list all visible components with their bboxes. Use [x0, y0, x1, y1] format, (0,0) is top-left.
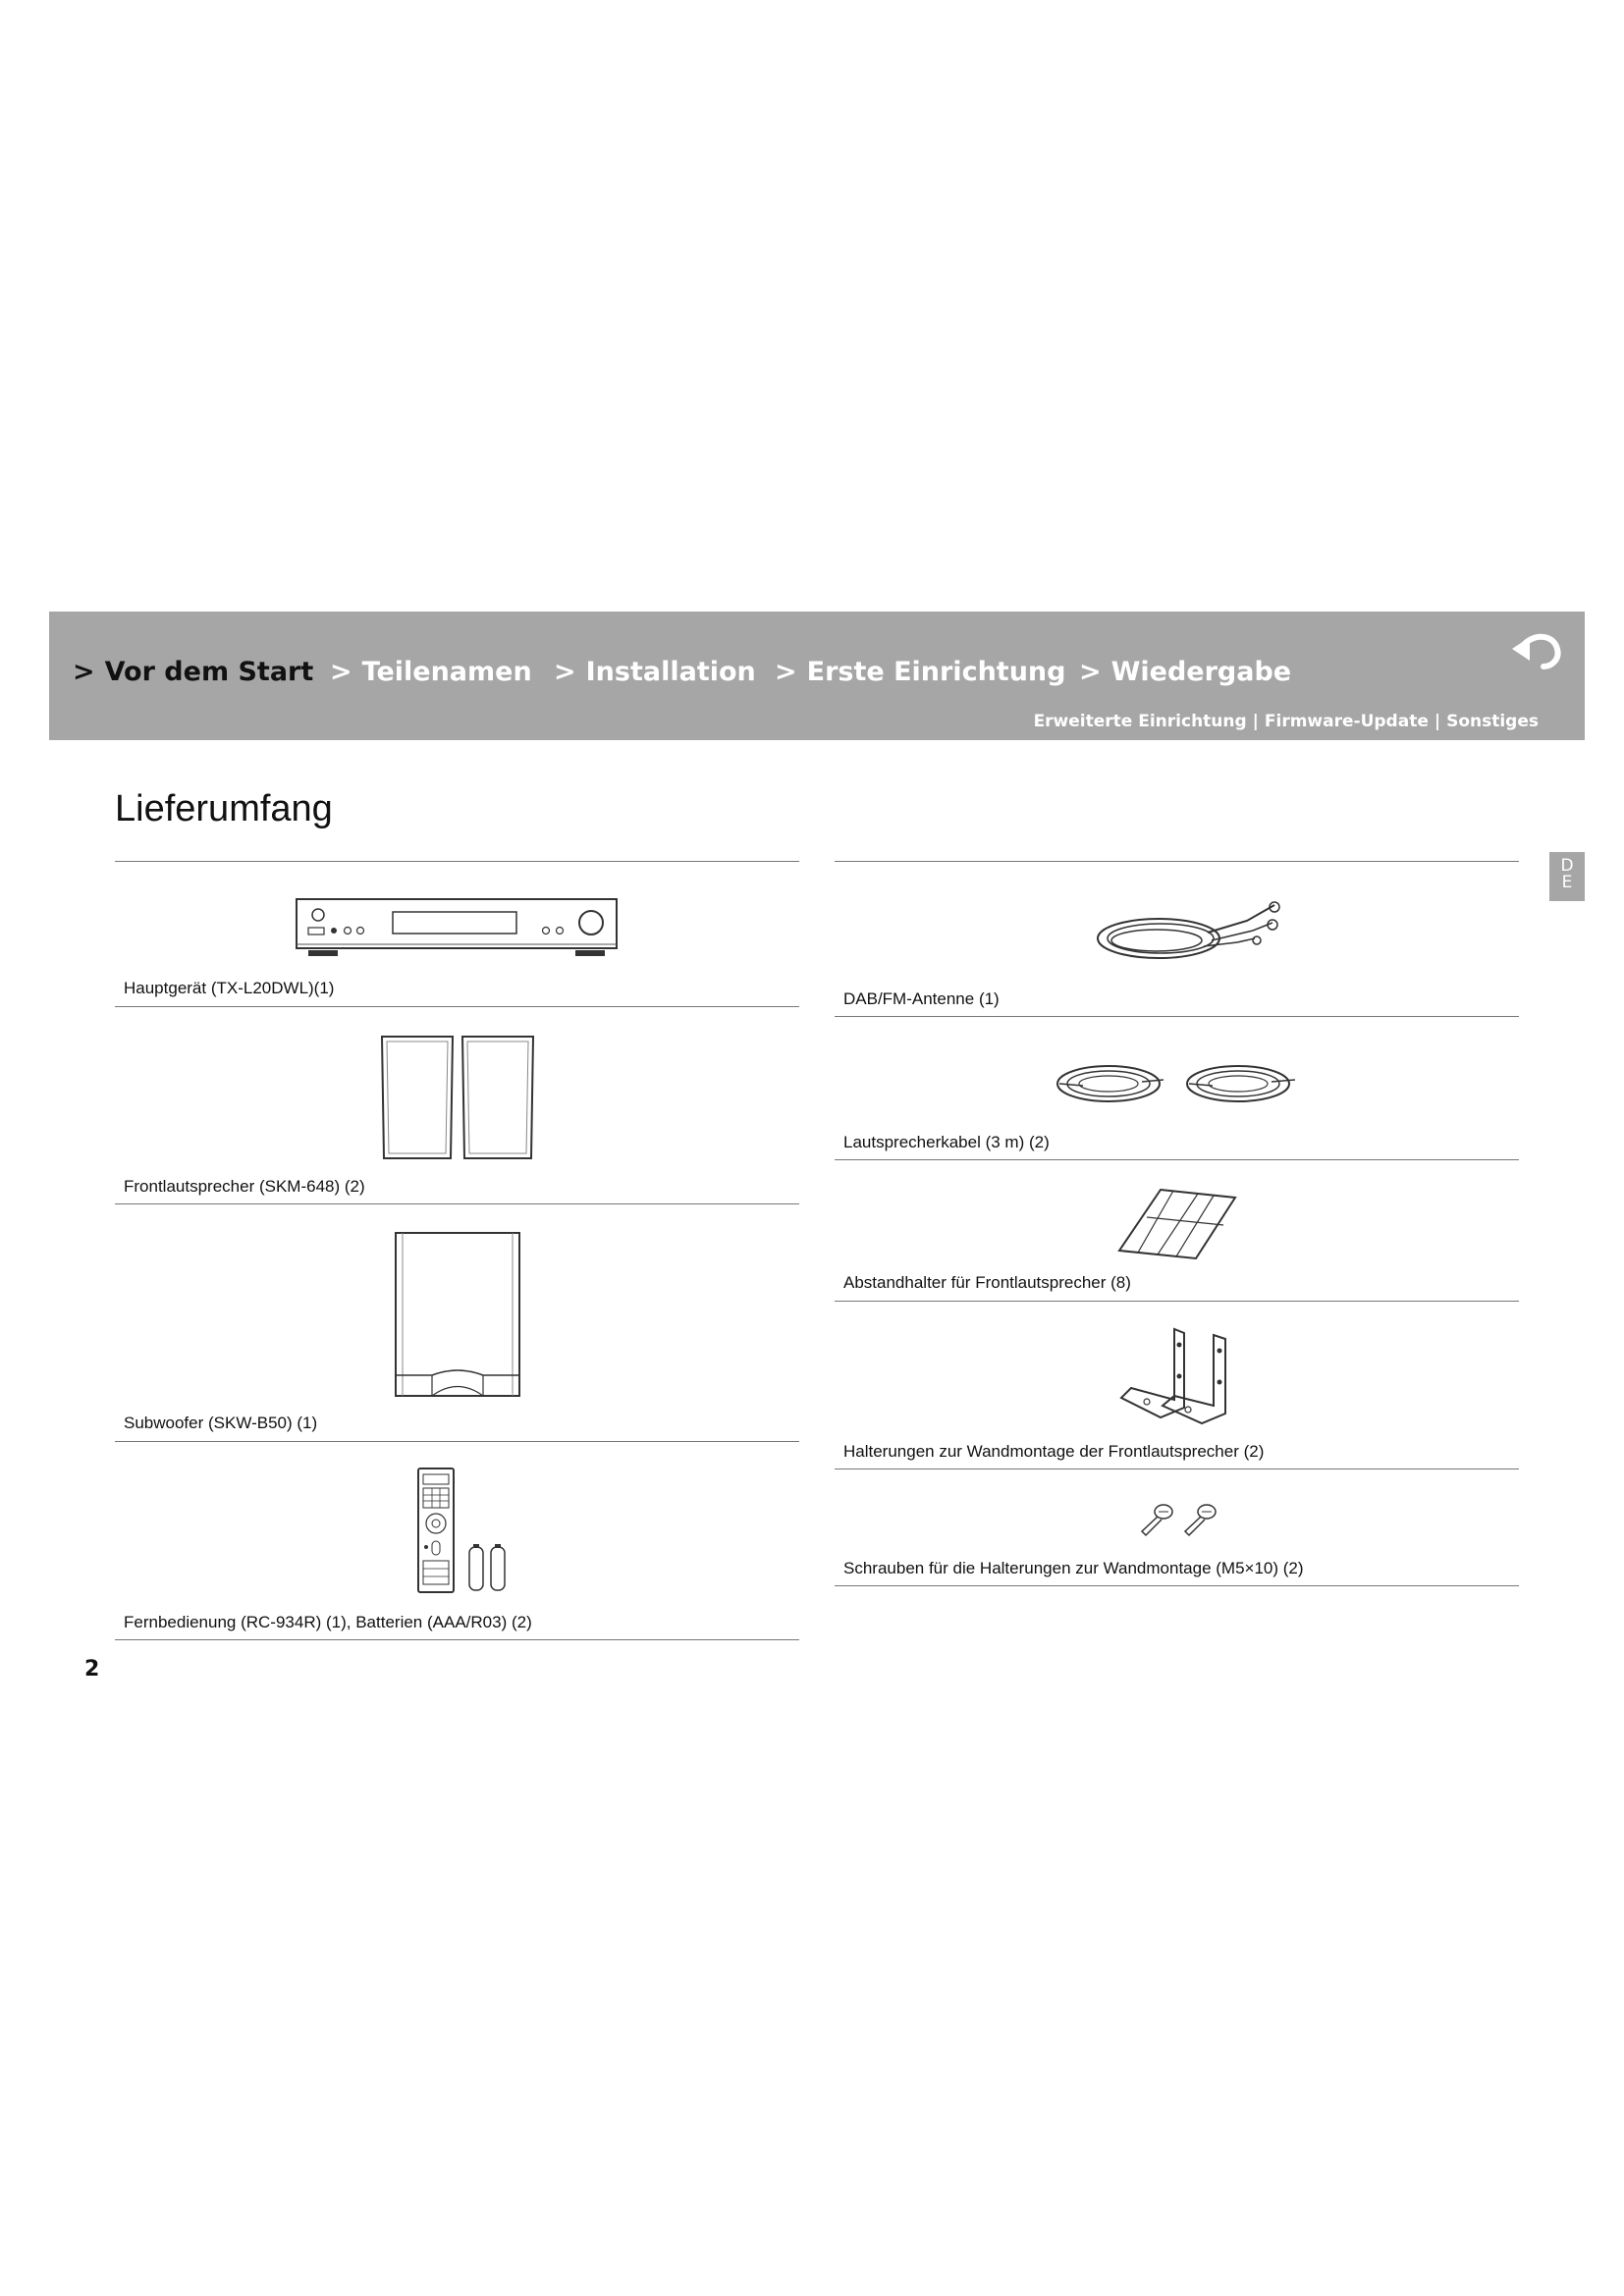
- nav-label: Vor dem Start: [104, 657, 314, 687]
- nav-installation[interactable]: [554, 657, 756, 687]
- item-label-front-speakers: Frontlautsprecher (SKM-648) (2): [124, 1177, 365, 1196]
- divider: [115, 1006, 799, 1007]
- item-label-remote: Fernbedienung (RC-934R) (1), Batterien (AAA/R03) (2): [124, 1613, 532, 1631]
- nav-erste-einrichtung[interactable]: [775, 657, 1065, 687]
- spacers-illustration: [1117, 1188, 1237, 1262]
- item-label-antenna: DAB/FM-Antenne (1): [843, 989, 1000, 1008]
- lang-letter: D: [1560, 856, 1574, 876]
- nav-arrow: >: [554, 657, 576, 687]
- subwoofer-illustration: [393, 1230, 522, 1399]
- divider: [835, 1301, 1519, 1302]
- item-label-subwoofer: Subwoofer (SKW-B50) (1): [124, 1414, 318, 1432]
- divider: [835, 1016, 1519, 1017]
- nav-arrow: >: [73, 657, 95, 687]
- divider: [835, 1159, 1519, 1160]
- divider: [835, 861, 1519, 862]
- divider: [115, 1639, 799, 1640]
- language-tab[interactable]: [1549, 852, 1585, 901]
- screws-illustration: [1136, 1502, 1220, 1537]
- subnav-firmware-update[interactable]: Firmware-Update: [1264, 712, 1429, 731]
- lang-letter: E: [1561, 873, 1573, 892]
- wall-brackets-illustration: [1117, 1327, 1235, 1425]
- main-unit-illustration: [295, 895, 621, 958]
- secondary-navigation: [1034, 712, 1539, 731]
- speaker-cables-illustration: [1054, 1056, 1301, 1111]
- divider: [835, 1468, 1519, 1469]
- nav-arrow: >: [330, 657, 352, 687]
- remote-batteries-illustration: [416, 1467, 522, 1596]
- nav-label: Installation: [585, 657, 756, 687]
- item-label-wall-brackets: Halterungen zur Wandmontage der Frontlautsprecher (2): [843, 1442, 1265, 1461]
- front-speakers-illustration: [376, 1033, 539, 1162]
- divider: [115, 861, 799, 862]
- item-label-screws: Schrauben für die Halterungen zur Wandmontage (M5×10) (2): [843, 1559, 1304, 1577]
- nav-label: Erste Einrichtung: [806, 657, 1066, 687]
- divider: [115, 1203, 799, 1204]
- nav-arrow: >: [1079, 657, 1102, 687]
- nav-arrow: >: [775, 657, 797, 687]
- item-label-main-unit: Hauptgerät (TX-L20DWL)(1): [124, 979, 335, 997]
- divider: [115, 1441, 799, 1442]
- divider: [835, 1585, 1519, 1586]
- item-label-speaker-cables: Lautsprecherkabel (3 m) (2): [843, 1133, 1050, 1151]
- subnav-erweiterte-einrichtung[interactable]: Erweiterte Einrichtung: [1033, 712, 1247, 731]
- item-label-spacers: Abstandhalter für Frontlautsprecher (8): [843, 1273, 1131, 1292]
- nav-wiedergabe[interactable]: [1079, 657, 1291, 687]
- subnav-separator: |: [1434, 712, 1441, 731]
- nav-teilenamen[interactable]: [330, 657, 532, 687]
- top-navigation-bar: [49, 612, 1585, 740]
- nav-label: Teilenamen: [361, 657, 532, 687]
- antenna-illustration: [1090, 897, 1286, 972]
- back-arrow-icon[interactable]: [1508, 627, 1563, 674]
- page-number: 2: [84, 1657, 100, 1682]
- subnav-sonstiges[interactable]: Sonstiges: [1446, 712, 1539, 731]
- nav-label: Wiedergabe: [1110, 657, 1292, 687]
- subnav-separator: |: [1252, 712, 1259, 731]
- page-title: Lieferumfang: [115, 788, 333, 830]
- nav-vor-dem-start[interactable]: [73, 657, 313, 687]
